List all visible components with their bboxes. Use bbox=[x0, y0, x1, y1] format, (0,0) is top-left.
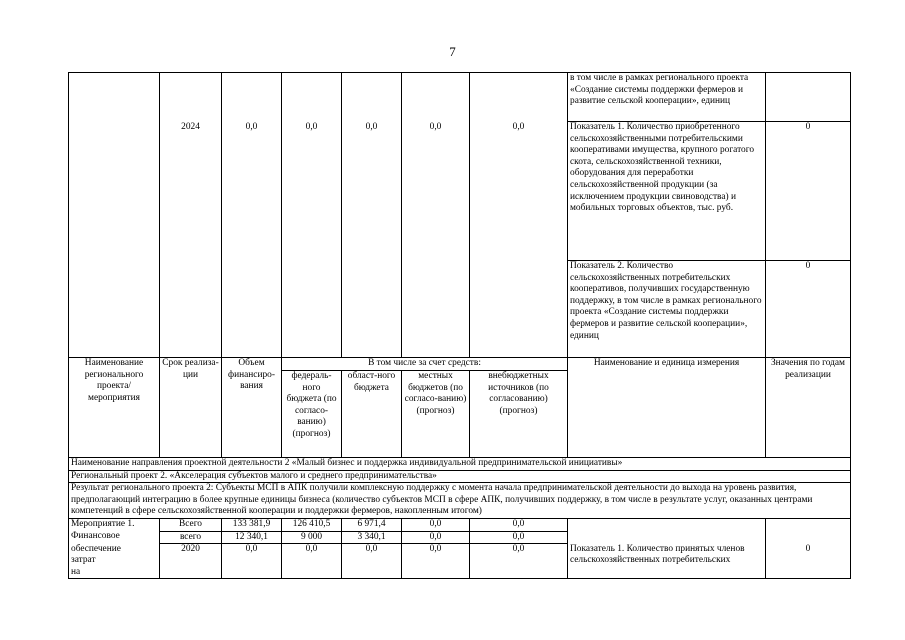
indicator-value: 0 bbox=[766, 261, 851, 358]
header-group: В том числе за счет средств: bbox=[282, 358, 568, 371]
header-name: Наименование регионального проекта/ мероприятия bbox=[69, 358, 160, 458]
page-number: 7 bbox=[449, 44, 456, 59]
measure-name: Финансовое bbox=[69, 531, 160, 544]
extra-cell: 0,0 bbox=[470, 122, 568, 261]
indicator-value: 0 bbox=[766, 122, 851, 261]
extra-cell: 0,0 bbox=[470, 544, 568, 579]
table-row bbox=[69, 458, 851, 471]
measure-name-line: на bbox=[71, 566, 81, 577]
header-local: местных бюджетов (по согласо-ванию) (прогноз) bbox=[402, 371, 470, 458]
header-regional: област-ного бюджета bbox=[342, 371, 402, 458]
direction-row: Наименование направления проектной деятельности 2 «Малый бизнес и поддержка индивидуальной предпринимательской инициативы» bbox=[69, 458, 851, 471]
table-row bbox=[69, 122, 851, 261]
result-row: Результат регионального проекта 2: Субъекты МСП в АПК получили комплексную поддержку с момента начала предпринимательской деятельности до выхода на уровень развития, предполагающий интеграцию в более крупные единицы бизнеса (количество субъектов МСП в сфере АПК, получивших поддержку, в том числе в результате услуг, оказанных центрами компетенций в сфере сельскохозяйственной кооперации и поддержки фермеров, накопленным итогом) bbox=[69, 483, 851, 519]
measure-name-line: затрат bbox=[71, 555, 96, 566]
all-federal: 9 000 bbox=[282, 531, 342, 544]
project-row: Региональный проект 2. «Акселерация субъектов малого и среднего предпринимательства» bbox=[69, 470, 851, 483]
header-volume: Объем финансиро-вания bbox=[222, 358, 282, 458]
table-row bbox=[69, 261, 851, 358]
header-period: Срок реализа-ции bbox=[160, 358, 222, 458]
financing-table bbox=[68, 72, 851, 579]
total-volume: 133 381,9 bbox=[222, 518, 282, 531]
table-row bbox=[69, 531, 851, 544]
indicator-text: Показатель 2. Количество сельскохозяйственных потребительских кооперативов, получивших государственную поддержку, в том числе в рамках регионального проекта «Создание системы поддержки фермеров и развитие сельской кооперации», единиц bbox=[568, 261, 766, 358]
all-regional: 3 340,1 bbox=[342, 531, 402, 544]
federal-cell: 0,0 bbox=[282, 544, 342, 579]
regional-cell: 0,0 bbox=[342, 544, 402, 579]
header-row bbox=[69, 358, 851, 371]
measure-name: Мероприятие 1. bbox=[69, 518, 160, 531]
regional-cell: 0,0 bbox=[342, 122, 402, 261]
local-cell: 0,0 bbox=[402, 544, 470, 579]
header-indicator: Наименование и единица измерения bbox=[568, 358, 766, 458]
table-row bbox=[69, 518, 851, 531]
total-local: 0,0 bbox=[402, 518, 470, 531]
header-values: Значения по годам реализации bbox=[766, 358, 851, 458]
year-cell: 2020 bbox=[160, 544, 222, 579]
measure-name-line: обеспечение bbox=[71, 543, 121, 554]
total-label: Всего bbox=[160, 518, 222, 531]
header-extra: внебюджетных источников (по согласованию) (прогноз) bbox=[470, 371, 568, 458]
indicator-value: 0 bbox=[766, 544, 851, 579]
all-extra: 0,0 bbox=[470, 531, 568, 544]
table-row bbox=[69, 544, 851, 579]
year-cell: 2024 bbox=[160, 122, 222, 261]
measure-name bbox=[69, 544, 160, 579]
volume-cell: 0,0 bbox=[222, 544, 282, 579]
table-row bbox=[69, 470, 851, 483]
indicator-text: Показатель 1. Количество принятых членов сельскохозяйственных потребительских bbox=[568, 544, 766, 579]
table-row bbox=[69, 483, 851, 519]
total-federal: 126 410,5 bbox=[282, 518, 342, 531]
header-federal: федераль-ного бюджета (по согласо-ванию) (прогноз) bbox=[282, 371, 342, 458]
indicator-text: в том числе в рамках регионального проекта «Создание системы поддержки фермеров и развитие сельской кооперации», единиц bbox=[568, 73, 766, 122]
indicator-text: Показатель 1. Количество приобретенного сельскохозяйственными потребительскими кооперативами имущества, крупного рогатого скота, сельскохозяйственной техники, оборудования для переработки сельскохозяйственной продукции (за исключением продукции свиноводства) и мобильных торговых объектов, тыс. руб. bbox=[568, 122, 766, 261]
all-volume: 12 340,1 bbox=[222, 531, 282, 544]
all-label: всего bbox=[160, 531, 222, 544]
all-local: 0,0 bbox=[402, 531, 470, 544]
table-row bbox=[69, 73, 851, 122]
total-extra: 0,0 bbox=[470, 518, 568, 531]
volume-cell: 0,0 bbox=[222, 122, 282, 261]
total-regional: 6 971,4 bbox=[342, 518, 402, 531]
federal-cell: 0,0 bbox=[282, 122, 342, 261]
local-cell: 0,0 bbox=[402, 122, 470, 261]
